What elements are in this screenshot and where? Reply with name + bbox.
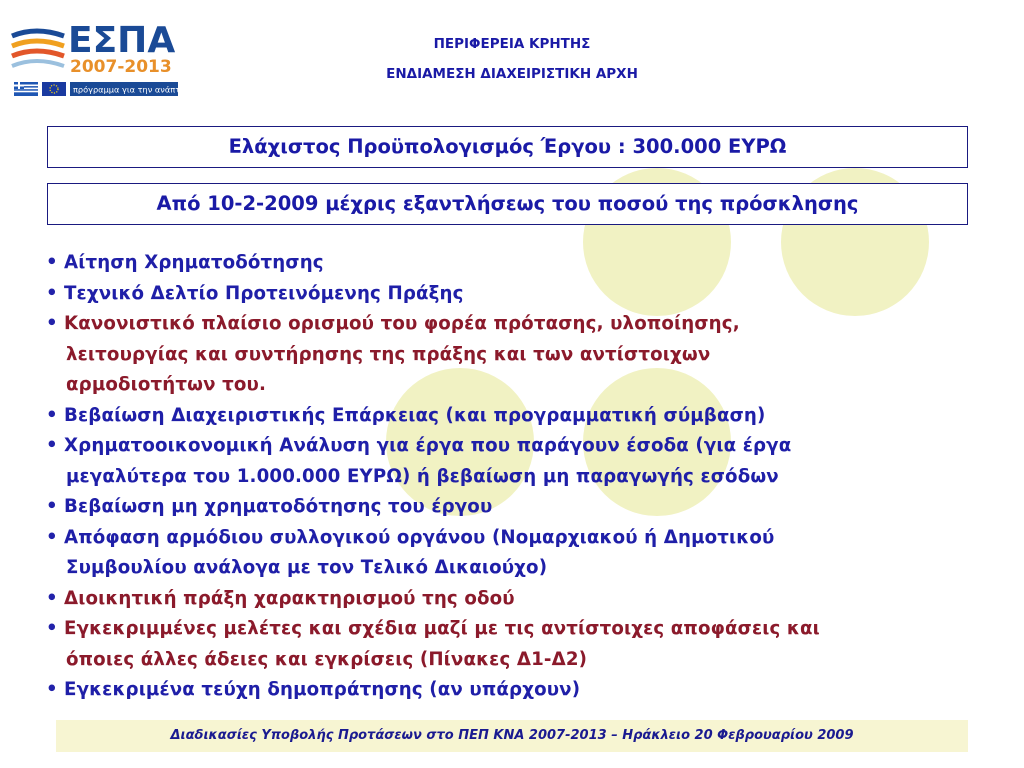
list-item: • Βεβαίωση μη χρηματοδότησης του έργου <box>46 496 493 517</box>
min-budget-box <box>47 126 968 168</box>
period-box <box>47 183 968 225</box>
requirements-list <box>46 248 1006 706</box>
footer-bar <box>56 720 968 752</box>
list-item: • Εγκεκριμένα τεύχη δημοπράτησης (αν υπάρχουν) <box>46 679 581 700</box>
list-item-continuation: λειτουργίας και συντήρησης της πράξης και των αντίστοιχων <box>66 343 711 365</box>
logo-years: 2007-2013 <box>70 57 172 77</box>
list-item: • Τεχνικό Δελτίο Προτεινόμενης Πράξης <box>46 282 464 304</box>
list-item-continuation: Συμβουλίου ανάλογα με τον Τελικό Δικαιούχο) <box>66 557 548 578</box>
period-text: Από 10-2-2009 μέχρις εξαντλήσεως του ποσού της πρόσκλησης <box>156 192 859 215</box>
logo-title: ΕΣΠΑ <box>68 20 176 61</box>
list-item: • Κανονιστικό πλαίσιο ορισμού του φορέα πρότασης, υλοποίησης, <box>46 313 740 334</box>
list-item-continuation: μεγαλύτερα του 1.000.000 ΕΥΡΩ) ή βεβαίωση μη παραγωγής εσόδων <box>66 465 779 487</box>
logo-tagline: πρόγραμμα για την ανάπτυξη <box>73 84 195 95</box>
list-item: • Χρηματοοικονομική Ανάλυση για έργα που παράγουν έσοδα (για έργα <box>46 435 792 456</box>
footer-text: Διαδικασίες Υποβολής Προτάσεων στο ΠΕΠ ΚΝΑ 2007-2013 – Ηράκλειο 20 Φεβρουαρίου 2009 <box>170 728 854 743</box>
eu-flag-icon <box>42 82 66 96</box>
header-authority: ΕΝΔΙΑΜΕΣΗ ΔΙΑΧΕΙΡΙΣΤΙΚΗ ΑΡΧΗ <box>386 66 638 82</box>
list-item: • Απόφαση αρμόδιου συλλογικού οργάνου (Νομαρχιακού ή Δημοτικού <box>46 526 775 548</box>
header-region: ΠΕΡΙΦΕΡΕΙΑ ΚΡΗΤΗΣ <box>433 36 591 52</box>
list-item-continuation: αρμοδιοτήτων του. <box>66 374 267 395</box>
list-item: • Διοικητική πράξη χαρακτηρισμού της οδού <box>46 587 515 609</box>
list-item: • Εγκεκριμμένες μελέτες και σχέδια μαζί με τις αντίστοιχες αποφάσεις και <box>46 618 820 639</box>
list-item-continuation: όποιες άλλες άδειες και εγκρίσεις (Πίνακες Δ1-Δ2) <box>66 648 588 670</box>
espa-logo <box>10 10 195 100</box>
min-budget-text: Ελάχιστος Προϋπολογισμός Έργου : 300.000 ΕΥΡΩ <box>228 135 787 158</box>
list-item: • Αίτηση Χρηματοδότησης <box>46 252 324 273</box>
greek-flag-icon <box>14 82 38 96</box>
list-item: • Βεβαίωση Διαχειριστικής Επάρκειας (και προγραμματική σύμβαση) <box>46 404 766 426</box>
